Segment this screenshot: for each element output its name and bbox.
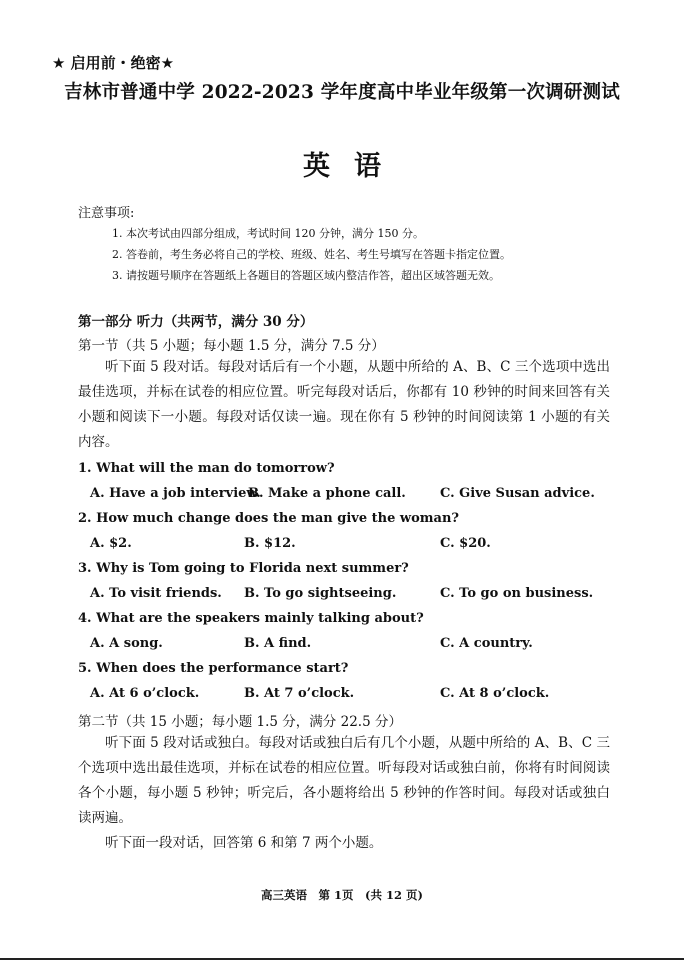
- option-b: B. $12.: [244, 536, 296, 551]
- option-c: C. A country.: [440, 636, 533, 651]
- option-a: A. At 6 o’clock.: [90, 686, 200, 701]
- subject-title: 英语: [303, 151, 405, 182]
- section1-instructions: 听下面 5 段对话。每段对话后有一个小题，从题中所给的 A、B、C 三个选项中选出最佳选项，并标在试卷的相应位置。听完每段对话后，你都有 10 秒钟的时间来回答有关小题和阅读下一小题。每段对话仅读一遍。现在你有 5 秒钟的时间阅读第 1 小题的有关内容。: [78, 359, 610, 450]
- exam-title: 吉林市普通中学 2022-2023 学年度高中毕业年级第一次调研测试: [64, 82, 620, 103]
- option-a: A. $2.: [90, 536, 132, 551]
- question-stem: 1. What will the man do tomorrow?: [78, 461, 335, 476]
- option-a: A. To visit friends.: [90, 586, 222, 601]
- option-a: A. Have a job interview.: [90, 486, 261, 501]
- question-stem: 3. Why is Tom going to Florida next summer?: [78, 561, 409, 576]
- page-footer: 高三英语 第 1页 (共 12 页): [261, 888, 423, 902]
- confidential-label: ★ 启用前・绝密★: [52, 54, 175, 72]
- notice-item: 1. 本次考试由四部分组成，考试时间 120 分钟，满分 150 分。: [112, 227, 424, 240]
- question-stem: 4. What are the speakers mainly talking about?: [78, 611, 424, 626]
- option-a: A. A song.: [90, 636, 163, 651]
- option-c: C. To go on business.: [440, 586, 594, 601]
- section2-lead: 听下面一段对话，回答第 6 和第 7 两个小题。: [105, 835, 383, 851]
- option-b: B. To go sightseeing.: [244, 586, 397, 601]
- option-c: C. Give Susan advice.: [440, 486, 595, 501]
- option-c: C. $20.: [440, 536, 491, 551]
- question-stem: 5. When does the performance start?: [78, 661, 349, 676]
- section2-instructions: 听下面 5 段对话或独白。每段对话或独白后有几个小题，从题中所给的 A、B、C 三个选项中选出最佳选项，并标在试卷的相应位置。听每段对话或独白前，你将有时间阅读各个小题，每小题 5 秒钟；听完后，各小题将给出 5 秒钟的作答时间。每段对话或独白读两遍。: [78, 735, 610, 826]
- notice-title: 注意事项:: [78, 206, 135, 221]
- question-stem: 2. How much change does the man give the woman?: [78, 511, 460, 526]
- option-b: B. A find.: [244, 636, 312, 651]
- option-b: B. At 7 o’clock.: [244, 686, 355, 701]
- notice-item: 3. 请按题号顺序在答题纸上各题目的答题区域内整洁作答，超出区域答题无效。: [112, 269, 500, 282]
- option-b: B. Make a phone call.: [248, 486, 406, 501]
- bottom-divider: [0, 958, 684, 960]
- section2-title: 第二节（共 15 小题；每小题 1.5 分，满分 22.5 分）: [78, 714, 402, 730]
- section1-title: 第一节（共 5 小题；每小题 1.5 分，满分 7.5 分）: [78, 338, 385, 354]
- part1-title: 第一部分 听力（共两节，满分 30 分）: [78, 314, 314, 330]
- option-c: C. At 8 o’clock.: [440, 686, 550, 701]
- notice-item: 2. 答卷前，考生务必将自己的学校、班级、姓名、考生号填写在答题卡指定位置。: [112, 248, 511, 261]
